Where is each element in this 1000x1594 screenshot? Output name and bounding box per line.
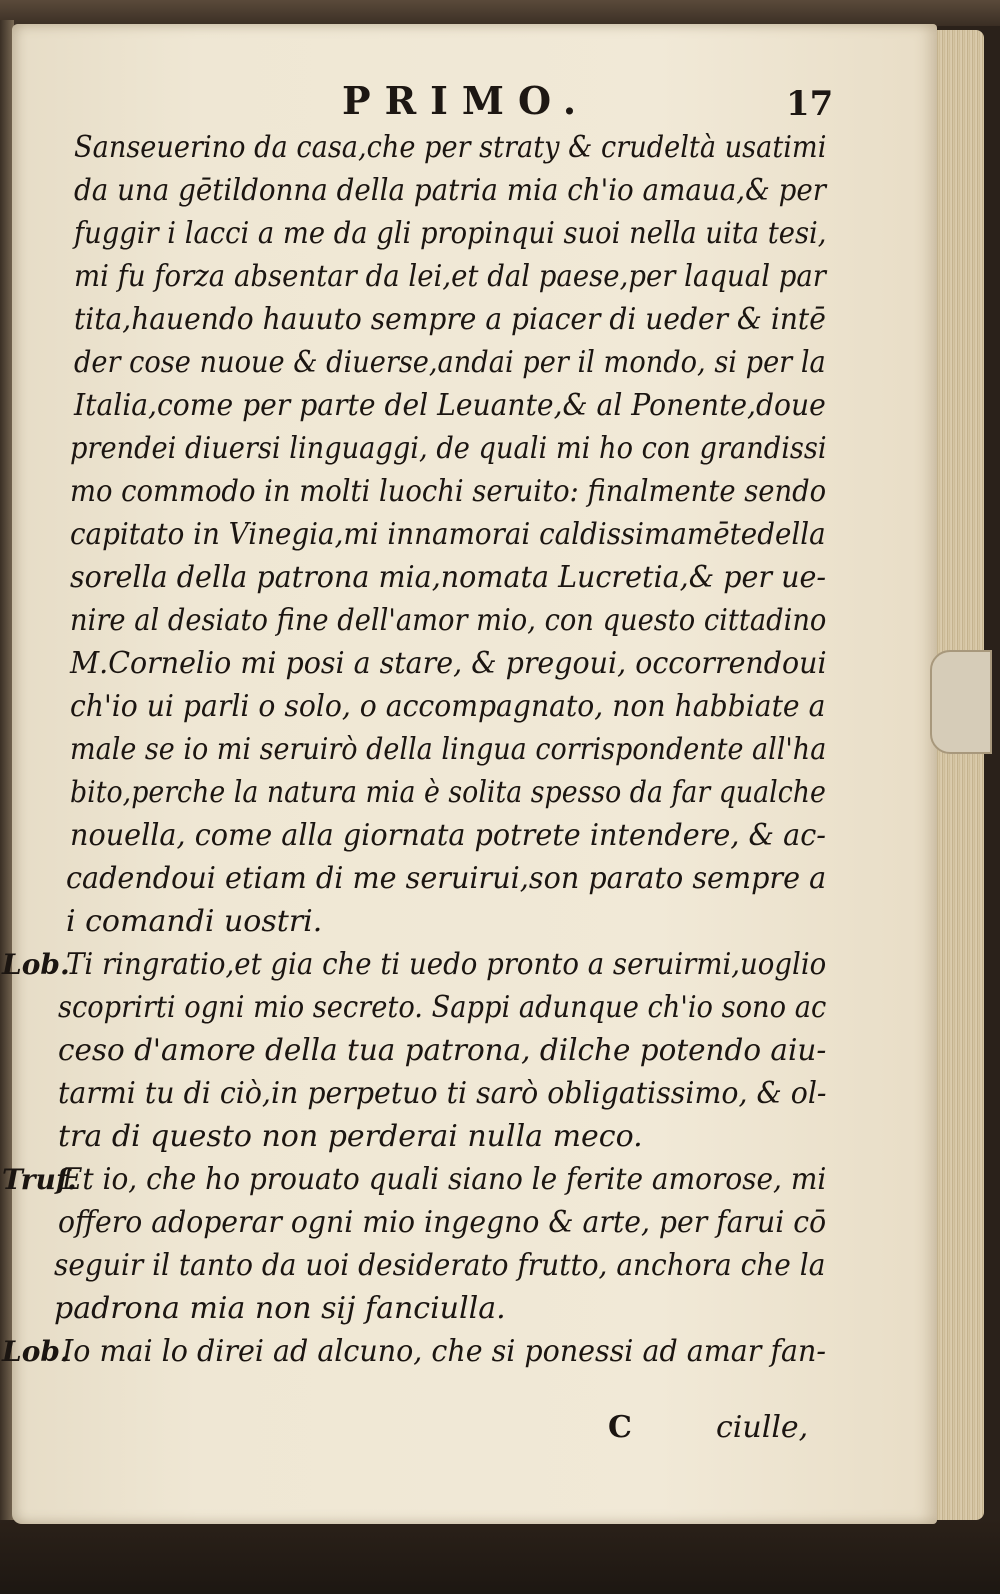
text-line: Et io, che ho prouato quali siano le ferite amorose, mi (62, 1162, 827, 1197)
text-line: tarmi tu di ciò,in perpetuo ti sarò obligatissimo, & ol- (58, 1076, 827, 1111)
text-line: tita,hauendo hauuto sempre a piacer di ueder & intē (74, 302, 826, 337)
text-line: cadendoui etiam di me seruirui,son parato sempre a (66, 861, 827, 896)
signature-mark: C (608, 1410, 632, 1445)
text-line: bito,perche la natura mia è solita spesso da far qualche (70, 775, 826, 810)
text-line: i comandi uostri. (66, 904, 323, 939)
page-footer (0, 1400, 940, 1460)
text-line: Italia,come per parte del Leuante,& al Ponente,doue (74, 388, 826, 423)
text-line: capitato in Vinegia,mi innamorai caldissimamētedella (70, 517, 826, 552)
page-header (0, 78, 940, 130)
text-line: prendei diuersi linguaggi, de quali mi ho con grandissi (70, 431, 827, 466)
text-line: sorella della patrona mia,nomata Lucretia,& per ue- (70, 560, 827, 595)
speaker-label: Lob. (2, 948, 70, 981)
text-line: nire al desiato fine dell'amor mio, con questo cittadino (70, 603, 827, 638)
text-line: padrona mia non sij fanciulla. (54, 1291, 506, 1326)
text-line: nouella, come alla giornata potrete intendere, & ac- (70, 818, 826, 853)
text-line: mo commodo in molti luochi seruito: finalmente sendo (70, 474, 827, 509)
text-line: der cose nuoue & diuerse,andai per il mondo, si per la (74, 345, 826, 380)
text-line: da una gētildonna della patria mia ch'io amaua,& per (74, 173, 826, 208)
text-line: tra di questo non perderai nulla meco. (58, 1119, 643, 1154)
text-line: Ti ringratio,et gia che ti uedo pronto a seruirmi,uoglio (66, 947, 827, 982)
text-line: male se io mi seruirò della lingua corrispondente all'ha (70, 732, 827, 767)
running-title: PRIMO. (342, 78, 591, 123)
text-line: fuggir i lacci a me da gli propinqui suoi nella uita tesi, (74, 216, 827, 251)
text-line: scoprirti ogni mio secreto. Sappi adunque ch'io sono ac (58, 990, 827, 1025)
text-line: ceso d'amore della tua patrona, dilche potendo aiu- (58, 1033, 827, 1068)
folio-number: 17 (786, 84, 834, 124)
text-line: M.Cornelio mi posi a stare, & pregoui, occorrendoui (70, 646, 827, 681)
text-line: offero adoperar ogni mio ingegno & arte, per farui cō (58, 1205, 827, 1240)
text-line: mi fu forza absentar da lei,et dal paese,per laqual par (74, 259, 826, 294)
book-top-edge (0, 0, 1000, 26)
catchword: ciulle, (716, 1410, 809, 1445)
background-bottom (0, 1520, 1000, 1594)
text-line: seguir il tanto da uoi desiderato frutto, anchora che la (54, 1248, 826, 1283)
clasp-tab (930, 650, 992, 754)
speaker-label: Truf. (2, 1163, 77, 1196)
speaker-label: Lob. (2, 1335, 70, 1368)
text-line: Sanseuerino da casa,che per straty & crudeltà usatimi (74, 130, 827, 165)
text-line: ch'io ui parli o solo, o accompagnato, non habbiate a (70, 689, 826, 724)
text-line: Io mai lo direi ad alcuno, che si ponessi ad amar fan- (62, 1334, 826, 1369)
